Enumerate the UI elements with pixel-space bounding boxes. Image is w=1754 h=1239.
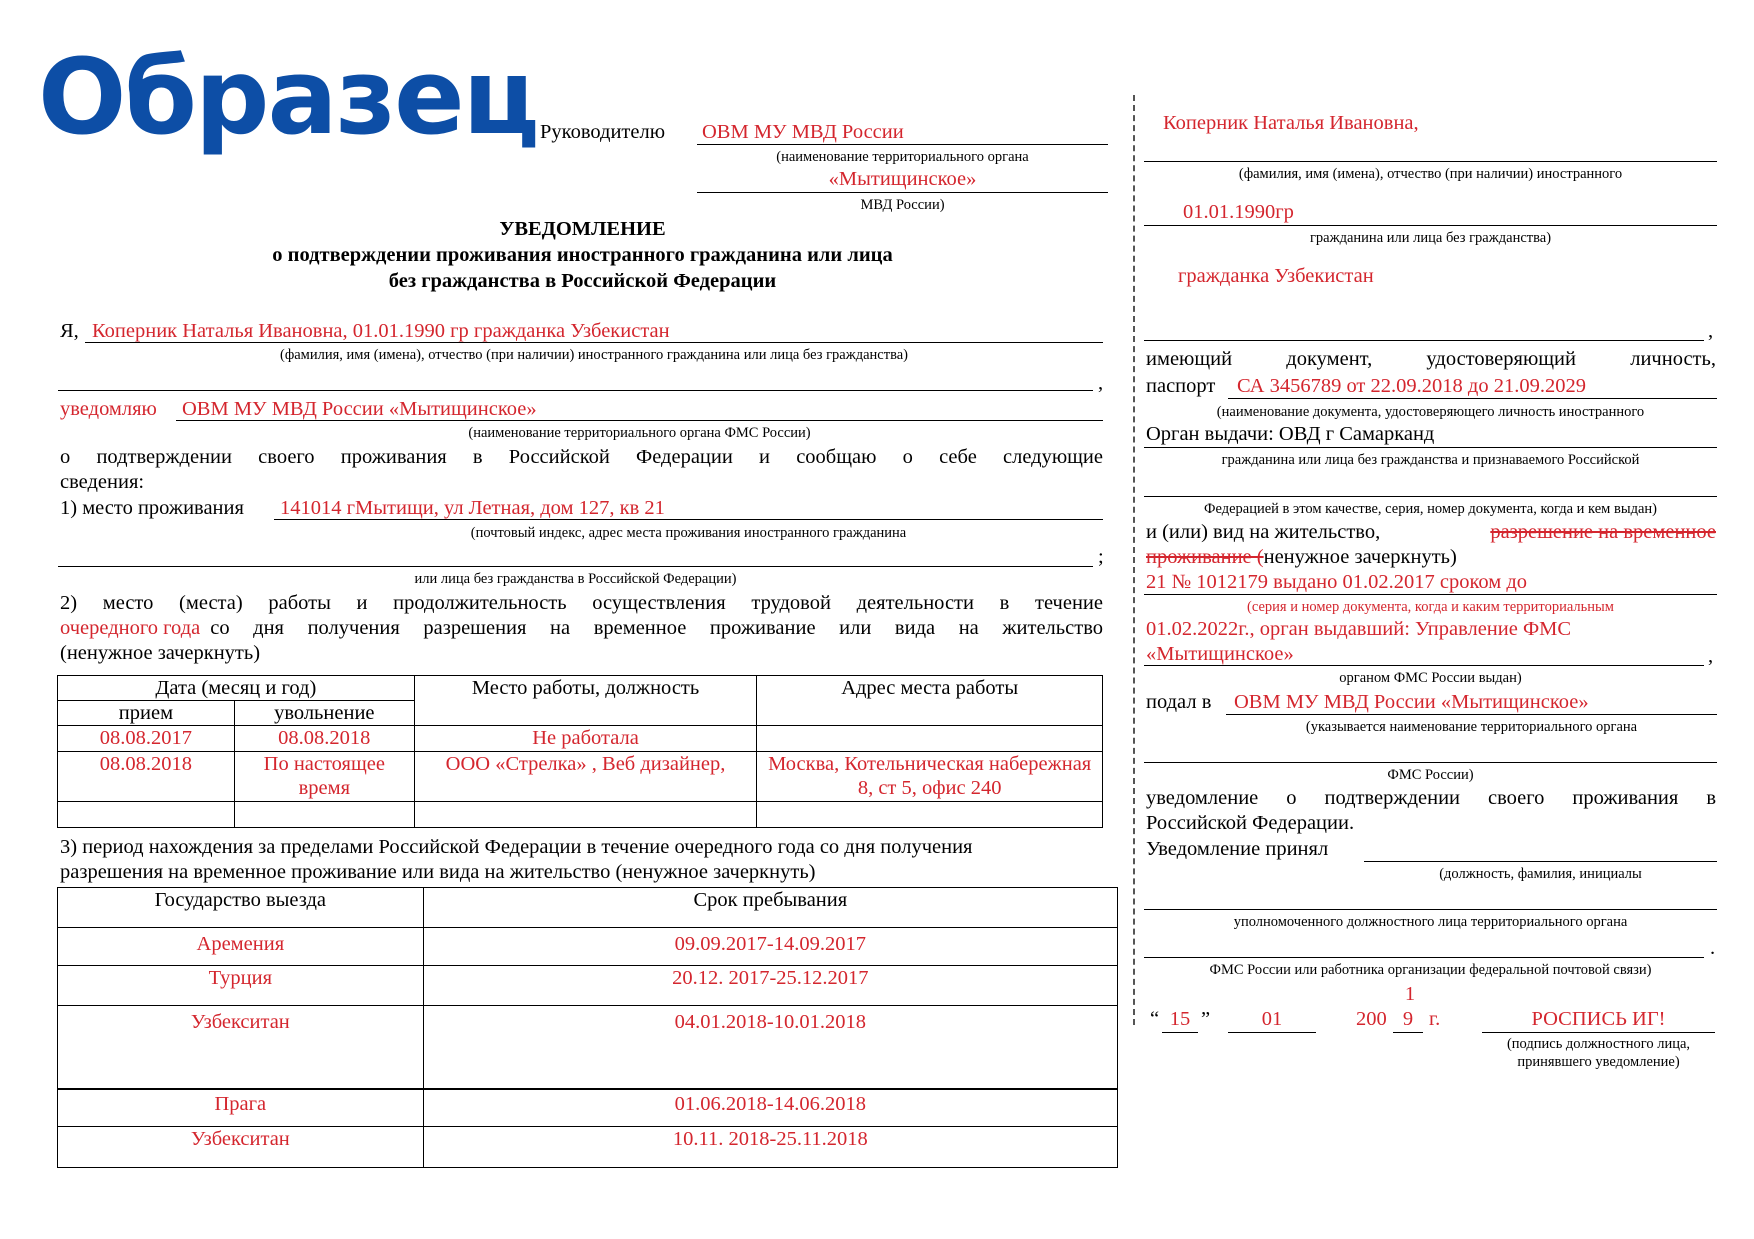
right-dob-caption: гражданина или лица без гражданства) [1309,230,1552,246]
right-name-line [1144,161,1717,162]
right-permit-struck: разрешение на временное [1490,521,1716,543]
table-row [58,1127,1118,1168]
right-comma: , [1708,320,1714,342]
country: Узбекситан [58,1127,424,1168]
right-citizenship-value: гражданка Узбекистан [1178,265,1374,287]
date-year-prefix: 200 [1356,1008,1387,1030]
comma-mark: , [1098,372,1104,394]
right-permit-struck-2: проживание ( [1146,546,1264,568]
header-period: Срок пребывания [423,888,1117,928]
semicolon-mark: ; [1098,546,1104,568]
table-row [58,1006,1118,1089]
addressee-prefix: Руководителю [540,121,666,143]
right-issuer-caption: гражданина или лица без гражданства и признаваемого Российской [1221,452,1640,468]
right-permit-line [1144,594,1717,595]
right-accepted-line [1364,861,1717,862]
date-day-line [1162,1032,1198,1033]
right-issuer-caption-2: Федерацией в этом качестве, серия, номер документа, когда и кем выдан) [1204,501,1657,517]
date-day: 15 [1169,1008,1191,1030]
ya-label: Я, [60,320,79,342]
notify-caption: (наименование территориального органа ФМС России) [468,425,811,441]
right-permit-caption-2: органом ФМС России выдан) [1339,670,1522,686]
date-month: 01 [1261,1008,1283,1030]
right-citizenship-line [1144,340,1704,341]
notify-label: уведомляю [60,398,157,420]
addressee-caption-1: (наименование территориального органа [776,149,1029,165]
ya-value: Коперник Наталья Ивановна, 01.01.1990 гр гражданка Узбекистан [92,320,670,342]
addressee-value-1: ОВМ МУ МВД России [702,121,904,143]
table-row [58,966,1118,1006]
header-fire: увольнение [234,701,414,726]
addressee-value-2: «Мытищинское» [828,168,977,190]
stay-period: 09.09.2017-14.09.2017 [423,928,1117,966]
abroad-text-2: разрешения на временное проживание или вида на жительство (ненужное зачеркнуть) [60,861,816,883]
document-title: УВЕДОМЛЕНИЕ [499,218,666,240]
hire-date: 08.08.2018 [58,752,235,802]
signature-caption: (подпись должностного лица, [1506,1036,1691,1052]
work-address [757,726,1103,752]
right-accepted-caption-2: уполномоченного должностного лица территориального органа [1233,914,1628,930]
work-table [57,675,1103,828]
right-comma-2: , [1708,645,1714,667]
country: Прага [58,1089,424,1127]
date-year-suffix: 9 [1402,1008,1414,1030]
stay-period: 20.12. 2017-25.12.2017 [423,966,1117,1006]
residence-caption-2: или лица без гражданства в Российской Федерации) [414,571,737,587]
header-country: Государство выезда [58,888,424,928]
header-address: Адрес места работы [757,676,1103,726]
right-accepted-label: Уведомление принял [1146,838,1329,860]
abroad-table [57,887,1118,1168]
stay-period: 04.01.2018-10.01.2018 [423,1006,1117,1089]
header-date: Дата (месяц и год) [58,676,415,701]
right-doc-caption: (наименование документа, удостоверяющего личность иностранного [1216,404,1645,420]
signature: РОСПИСЬ ИГ! [1531,1008,1666,1030]
header-place: Место работы, должность [414,676,757,726]
hire-date: 08.08.2017 [58,726,235,752]
right-accepted-caption: (должность, фамилия, инициалы [1439,866,1642,882]
signature-caption-2: принявшего уведомление) [1517,1054,1680,1070]
addressee-caption-2: МВД России) [860,197,945,213]
right-submitted-label: подал в [1146,691,1212,713]
work-text-red: очередного года [60,617,201,639]
date-year-correction: 1 [1404,983,1416,1005]
document-subtitle-2: без гражданства в Российской Федерации [388,270,777,292]
stay-period: 10.11. 2018-25.11.2018 [423,1127,1117,1168]
right-issuer-line [1144,447,1717,448]
residence-label: 1) место проживания [60,497,244,519]
right-accepted-line-3 [1144,957,1704,958]
right-period: . [1710,937,1716,959]
date-year-line [1393,1032,1423,1033]
right-permit-value-3: «Мытищинское» [1146,643,1294,665]
work-address: Москва, Котельническая набережная 8, ст 5, офис 240 [757,752,1103,802]
right-submitted-value: ОВМ МУ МВД России «Мытищинское» [1234,691,1589,713]
right-dob-line [1144,225,1717,226]
abroad-text-1: 3) период нахождения за пределами Российской Федерации в течение очередного года со дня получения [60,836,973,858]
sample-watermark: Образец [38,36,538,158]
right-dob-value: 01.01.1990гр [1183,201,1294,223]
addressee-line-2 [697,192,1108,193]
right-issuer-value: Орган выдачи: ОВД г Самарканд [1146,423,1435,445]
residence-value: 141014 гМытищи, ул Летная, дом 127, кв 21 [280,497,665,519]
ya-caption: (фамилия, имя (имена), отчество (при наличии) иностранного гражданина или лица без гражданства) [280,347,908,363]
work-text-3: (ненужное зачеркнуть) [60,642,261,664]
table-row [58,752,1103,802]
country: Узбекситан [58,1006,424,1089]
confirm-text: о подтверждении своего проживания в Российской Федерации и сообщаю о себе следующие [60,446,1103,468]
right-permit-line-2 [1144,665,1704,666]
right-passport-label: паспорт [1146,375,1216,397]
right-passport-line [1228,398,1717,399]
right-accepted-caption-3: ФМС России или работника организации федеральной почтовой связи) [1209,962,1652,978]
tear-off-divider [1133,95,1135,1025]
right-submitted-line [1226,714,1717,715]
confirm-text-2: сведения: [60,471,145,493]
right-submitted-caption: (указывается наименование территориального органа [1305,719,1638,735]
table-row [58,1089,1118,1127]
right-name-value: Коперник Наталья Ивановна, [1163,112,1419,134]
right-passport-value: СА 3456789 от 22.09.2018 до 21.09.2029 [1237,375,1586,397]
table-row-empty [58,802,1103,828]
work-text-2: со дня получения разрешения на временное проживание или вида на жительство [210,617,1103,639]
right-permit-note: ненужное зачеркнуть) [1263,546,1457,568]
right-permit-value: 21 № 1012179 выдано 01.02.2017 сроком до [1146,571,1528,593]
work-place: ООО «Стрелка» , Веб дизайнер, [414,752,757,802]
country: Турция [58,966,424,1006]
right-permit-text: и (или) вид на жительство, [1146,521,1381,543]
residence-caption: (почтовый индекс, адрес места проживания иностранного гражданина [470,525,907,541]
notify-value: ОВМ МУ МВД России «Мытищинское» [182,398,537,420]
addressee-line-1 [697,144,1108,145]
right-accepted-line-2 [1144,909,1717,910]
fire-date: По настоящее время [234,752,414,802]
country: Аремения [58,928,424,966]
signature-line [1482,1032,1715,1033]
residence-line-2 [58,566,1093,567]
right-issuer-line-2 [1144,496,1717,497]
right-notice-text-2: Российской Федерации. [1146,812,1355,834]
fire-date: 08.08.2018 [234,726,414,752]
table-row [58,726,1103,752]
header-hire: прием [58,701,235,726]
right-notice-text: уведомление о подтверждении своего проживания в [1146,787,1716,809]
table-row [58,928,1118,966]
right-doc-text: имеющий документ, удостоверяющий личность, [1146,348,1716,370]
document-subtitle-1: о подтверждении проживания иностранного гражданина или лица [272,244,893,266]
date-month-line [1228,1032,1316,1033]
right-submitted-caption-2: ФМС России) [1387,767,1474,783]
date-year-g: г. [1429,1008,1441,1030]
right-permit-caption: (серия и номер документа, когда и каким территориальным [1247,599,1614,615]
ya-line-2 [58,390,1093,391]
right-submitted-line-2 [1144,762,1717,763]
work-place: Не работала [414,726,757,752]
work-text-1: 2) место (места) работы и продолжительность осуществления трудовой деятельности в течение [60,592,1103,614]
right-name-caption: (фамилия, имя (имена), отчество (при наличии) иностранного [1238,166,1623,182]
date-open-quote: “ [1150,1008,1160,1030]
date-close-quote: ” [1201,1008,1211,1030]
stay-period: 01.06.2018-14.06.2018 [423,1089,1117,1127]
right-permit-value-2: 01.02.2022г., орган выдавший: Управление ФМС [1146,618,1572,640]
